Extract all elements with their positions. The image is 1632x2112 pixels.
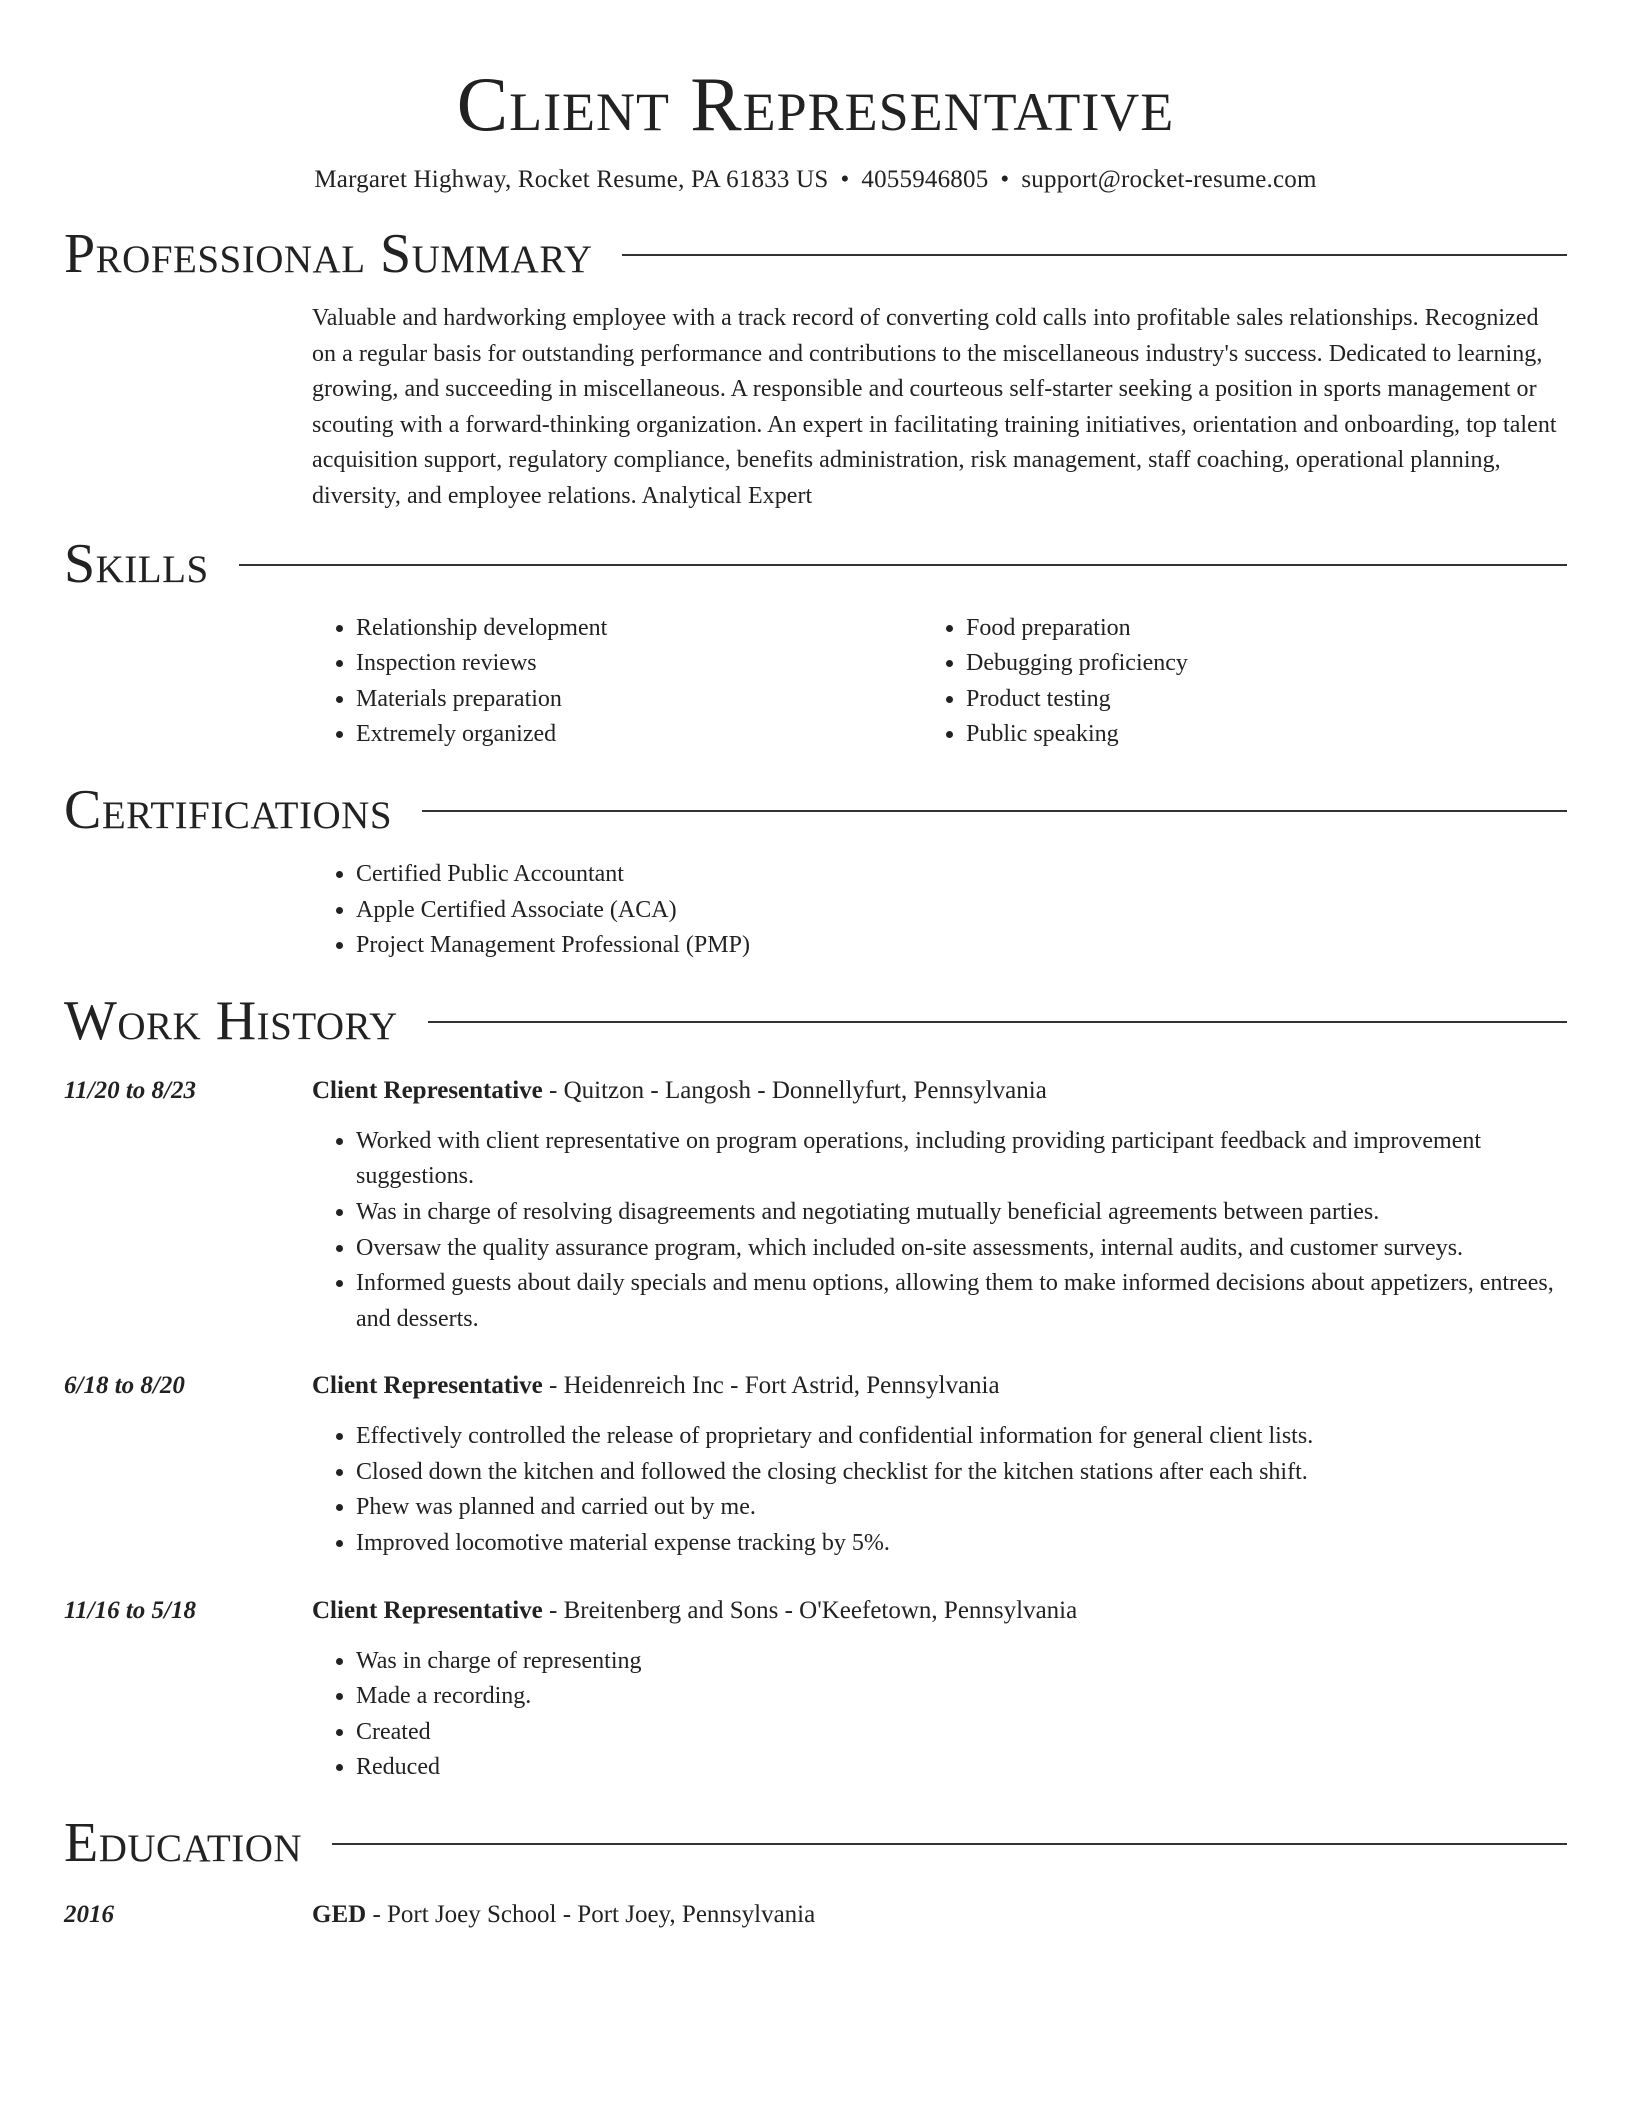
certifications-body [312,857,1567,964]
skill-item: • Relationship development [356,611,922,647]
certifications-row [64,857,1567,964]
skills-section-header [64,531,1567,597]
job-title: Client Representative [312,1372,543,1400]
job-title-line [312,1074,1567,1108]
skills-list-left [312,611,922,753]
job-bullet: • Effectively controlled the release of proprietary and confidential information for general client lists. [356,1419,1567,1455]
work-heading: Work History [64,989,398,1052]
job-body [312,1074,1567,1338]
resume-title: Client Representative [456,61,1175,147]
section-divider [422,810,1567,812]
skills-heading: Skills [64,532,209,595]
skill-item: • Extremely organized [356,717,922,753]
contact-phone: 4055946805 [861,166,989,193]
contact-email: support@rocket-resume.com [1021,166,1317,193]
section-divider [332,1843,1567,1845]
skill-item: • Debugging proficiency [966,646,1532,682]
job-bullet: • Reduced [356,1750,1567,1786]
job-bullet: • Was in charge of representing [356,1644,1567,1680]
skill-item: • Public speaking [966,717,1532,753]
job-employer: - Quitzon - Langosh - Donnellyfurt, Pennsylvania [542,1076,1047,1104]
skill-item: • Product testing [966,682,1532,718]
contact-line [64,164,1567,196]
job-bullet-list [312,1124,1567,1338]
work-section-header [64,988,1567,1054]
resume-page [64,0,1567,1932]
education-line [312,1898,1567,1932]
certifications-heading: Certifications [64,778,393,841]
job-bullet: • Made a recording. [356,1679,1567,1715]
summary-spacer [64,301,312,515]
contact-separator: • [1000,166,1010,193]
contact-address: Margaret Highway, Rocket Resume, PA 61833 US [314,166,829,193]
job-dates: 6/18 to 8/20 [64,1372,185,1400]
job-bullet-list [312,1419,1567,1561]
job-title-line [312,1369,1567,1403]
job-dates: 11/16 to 5/18 [64,1596,196,1624]
summary-body [312,301,1567,515]
summary-section-header [64,221,1567,287]
section-divider [428,1021,1567,1023]
education-year: 2016 [64,1901,114,1929]
skills-columns [312,611,1567,753]
job-bullet: • Informed guests about daily specials and menu options, allowing them to make informed decisions about appetizers, entrees, and desserts. [356,1266,1567,1337]
certifications-section-header [64,777,1567,843]
education-school: - Port Joey School - Port Joey, Pennsylvania [366,1901,816,1929]
summary-heading: Professional Summary [64,223,593,285]
skills-spacer [64,611,312,753]
job-dates: 11/20 to 8/23 [64,1076,196,1104]
skills-row [64,611,1567,753]
job-body [312,1594,1567,1786]
job-entry [64,1074,1567,1338]
education-entry [64,1898,1567,1932]
education-section-header [64,1810,1567,1876]
job-bullet: • Phew was planned and carried out by me. [356,1490,1567,1526]
job-bullet: • Worked with client representative on program operations, including providing participant feedback and improvement suggestions. [356,1124,1567,1195]
job-employer: - Heidenreich Inc - Fort Astrid, Pennsylvania [542,1372,1000,1400]
summary-row [64,301,1567,515]
job-body [312,1369,1567,1561]
job-entry [64,1594,1567,1786]
skills-list-right [922,611,1532,753]
skill-item: • Inspection reviews [356,646,922,682]
job-bullet-list [312,1644,1567,1786]
certification-item: • Certified Public Accountant [356,857,1567,893]
skill-item: • Materials preparation [356,682,922,718]
certifications-spacer [64,857,312,964]
job-title: Client Representative [312,1076,543,1104]
job-title-line [312,1594,1567,1628]
job-bullet: • Improved locomotive material expense tracking by 5%. [356,1526,1567,1562]
contact-separator: • [840,166,850,193]
education-body [312,1898,1567,1932]
job-title: Client Representative [312,1596,543,1624]
section-divider [622,254,1567,256]
section-divider [239,564,1567,566]
job-bullet: • Was in charge of resolving disagreements and negotiating mutually beneficial agreements between parties. [356,1195,1567,1231]
summary-text: Valuable and hardworking employee with a track record of converting cold calls into profitable sales relationships. Recognized on a regular basis for outstanding performance and contributions to the miscellaneous industry's success. Dedicated to learning, growing, and succeeding in miscellaneous. A responsible and courteous self-starter seeking a position in sports management or scouting with a forward-thinking organization. An expert in facilitating training initiatives, orientation and onboarding, top talent acquisition support, regulatory compliance, benefits administration, risk management, staff coaching, operational planning, diversity, and employee relations. Analytical Expert [312,305,1557,509]
certification-item: • Project Management Professional (PMP) [356,928,1567,964]
certifications-list [312,857,1567,964]
job-entry [64,1369,1567,1561]
job-employer: - Breitenberg and Sons - O'Keefetown, Pennsylvania [542,1596,1078,1624]
job-bullet: • Closed down the kitchen and followed the closing checklist for the kitchen stations after each shift. [356,1455,1567,1491]
certification-item: • Apple Certified Associate (ACA) [356,893,1567,929]
skill-item: • Food preparation [966,611,1532,647]
education-degree: GED [312,1901,367,1929]
education-heading: Education [64,1812,303,1875]
job-bullet: • Created [356,1715,1567,1751]
job-bullet: • Oversaw the quality assurance program, which included on-site assessments, internal audits, and customer surveys. [356,1231,1567,1267]
